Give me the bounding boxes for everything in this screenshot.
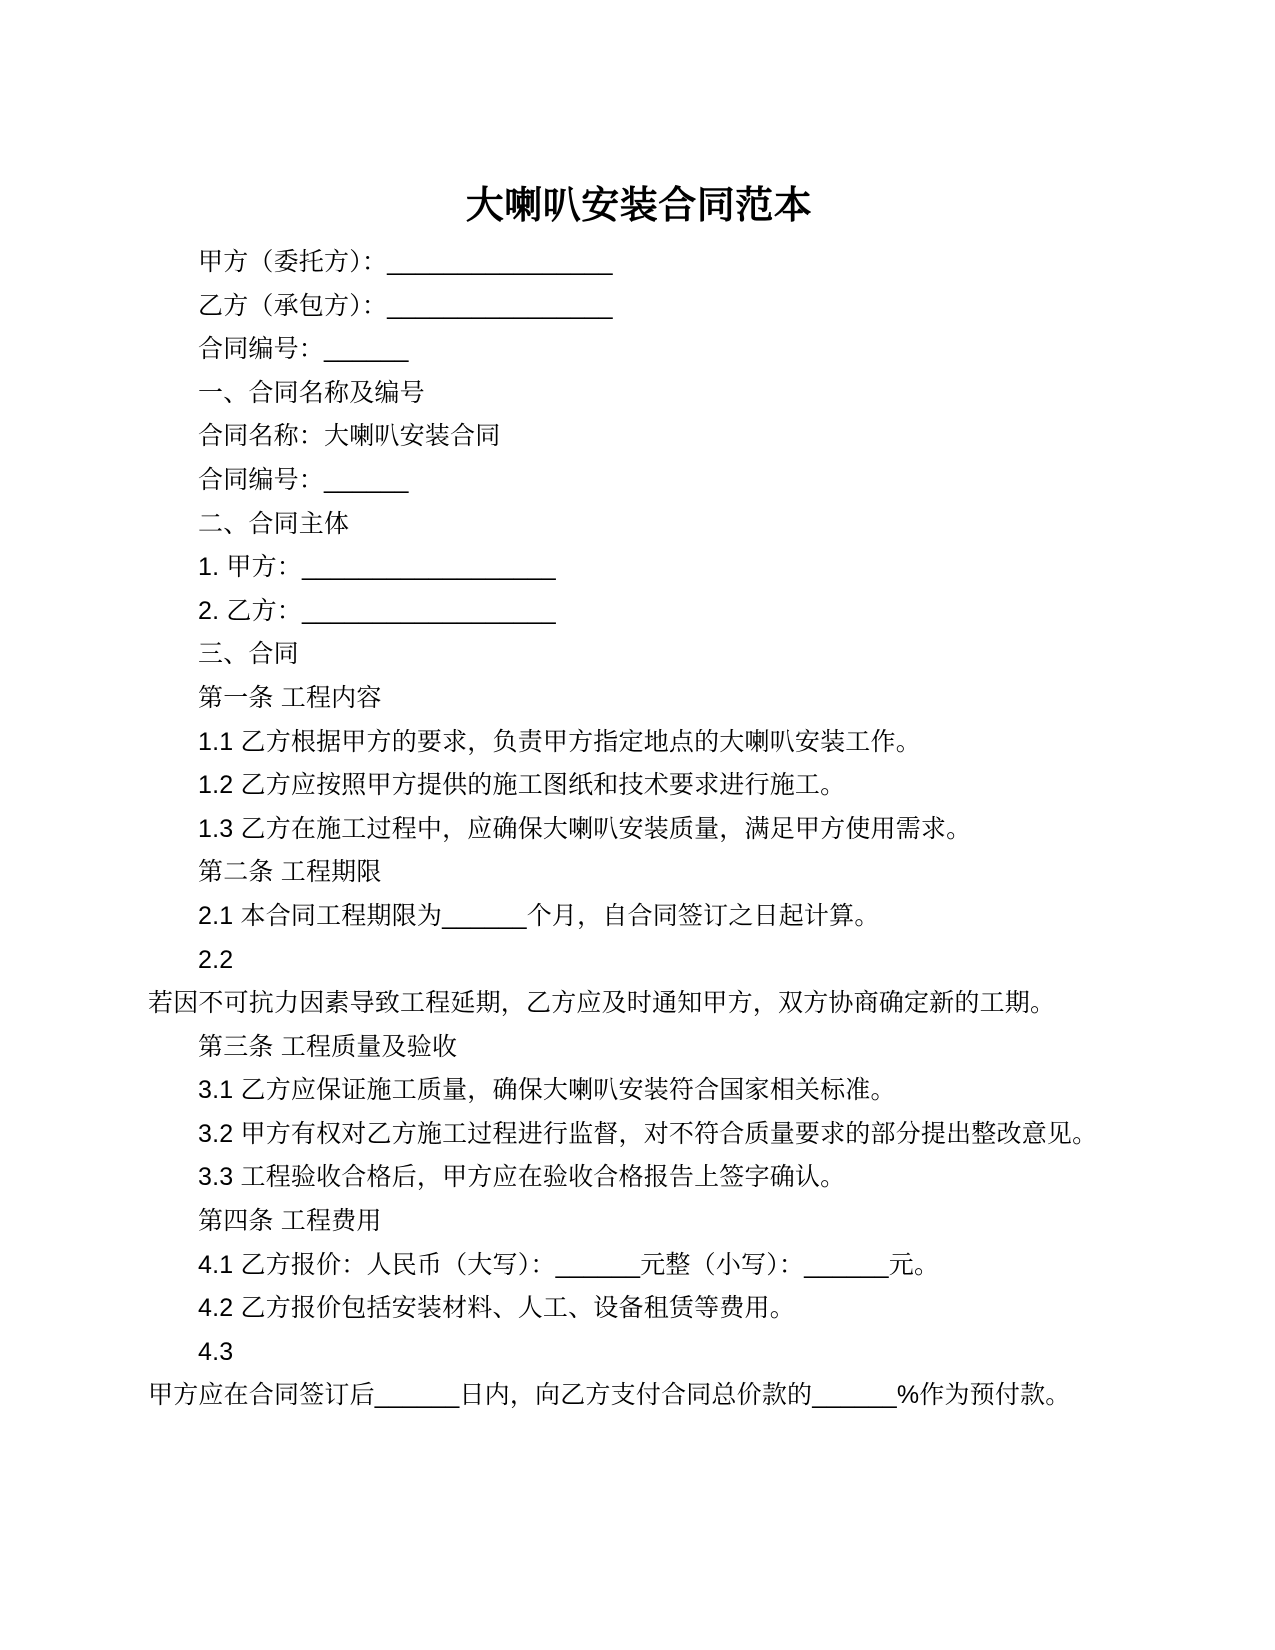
contract-line: 3.1 乙方应保证施工质量，确保大喇叭安装符合国家相关标准。 [198, 1076, 896, 1105]
contract-line: 第一条 工程内容 [198, 683, 382, 712]
contract-line: 甲方应在合同签订后______日内，向乙方支付合同总价款的______%作为预付款。 [148, 1381, 1071, 1410]
contract-line: 第二条 工程期限 [198, 858, 382, 887]
contract-body [148, 241, 1130, 1418]
page-title: 大喇叭安装合同范本 [465, 185, 813, 227]
contract-line: 三、合同 [198, 640, 299, 669]
contract-line: 2.2 [198, 945, 234, 974]
contract-line: 2.1 本合同工程期限为______个月，自合同签订之日起计算。 [198, 901, 880, 930]
contract-line: 2. 乙方：__________________ [198, 596, 556, 625]
contract-line: 乙方（承包方）：________________ [198, 291, 613, 320]
contract-line: 若因不可抗力因素导致工程延期，乙方应及时通知甲方，双方协商确定新的工期。 [148, 989, 1056, 1018]
contract-line: 一、合同名称及编号 [198, 378, 425, 407]
contract-line: 4.3 [198, 1337, 234, 1366]
contract-line: 1.1 乙方根据甲方的要求，负责甲方指定地点的大喇叭安装工作。 [198, 727, 921, 756]
contract-line: 3.2 甲方有权对乙方施工过程进行监督，对不符合质量要求的部分提出整改意见。 [198, 1119, 1098, 1148]
contract-line: 1. 甲方：__________________ [198, 553, 556, 582]
contract-document [148, 0, 1130, 1418]
contract-line: 合同名称：大喇叭安装合同 [198, 422, 501, 451]
contract-line: 1.2 乙方应按照甲方提供的施工图纸和技术要求进行施工。 [198, 771, 846, 800]
contract-line: 1.3 乙方在施工过程中，应确保大喇叭安装质量，满足甲方使用需求。 [198, 814, 972, 843]
contract-line: 合同编号：______ [198, 335, 409, 364]
contract-line: 合同编号：______ [198, 465, 409, 494]
contract-line: 二、合同主体 [198, 509, 350, 538]
contract-line: 4.1 乙方报价：人民币（大写）：______元整（小写）：______元。 [198, 1250, 940, 1279]
contract-line: 4.2 乙方报价包括安装材料、人工、设备租赁等费用。 [198, 1294, 795, 1323]
contract-line: 第四条 工程费用 [198, 1207, 382, 1236]
contract-line: 3.3 工程验收合格后，甲方应在验收合格报告上签字确认。 [198, 1163, 846, 1192]
contract-line: 第三条 工程质量及验收 [198, 1032, 458, 1061]
contract-line: 甲方（委托方）：________________ [198, 248, 613, 276]
